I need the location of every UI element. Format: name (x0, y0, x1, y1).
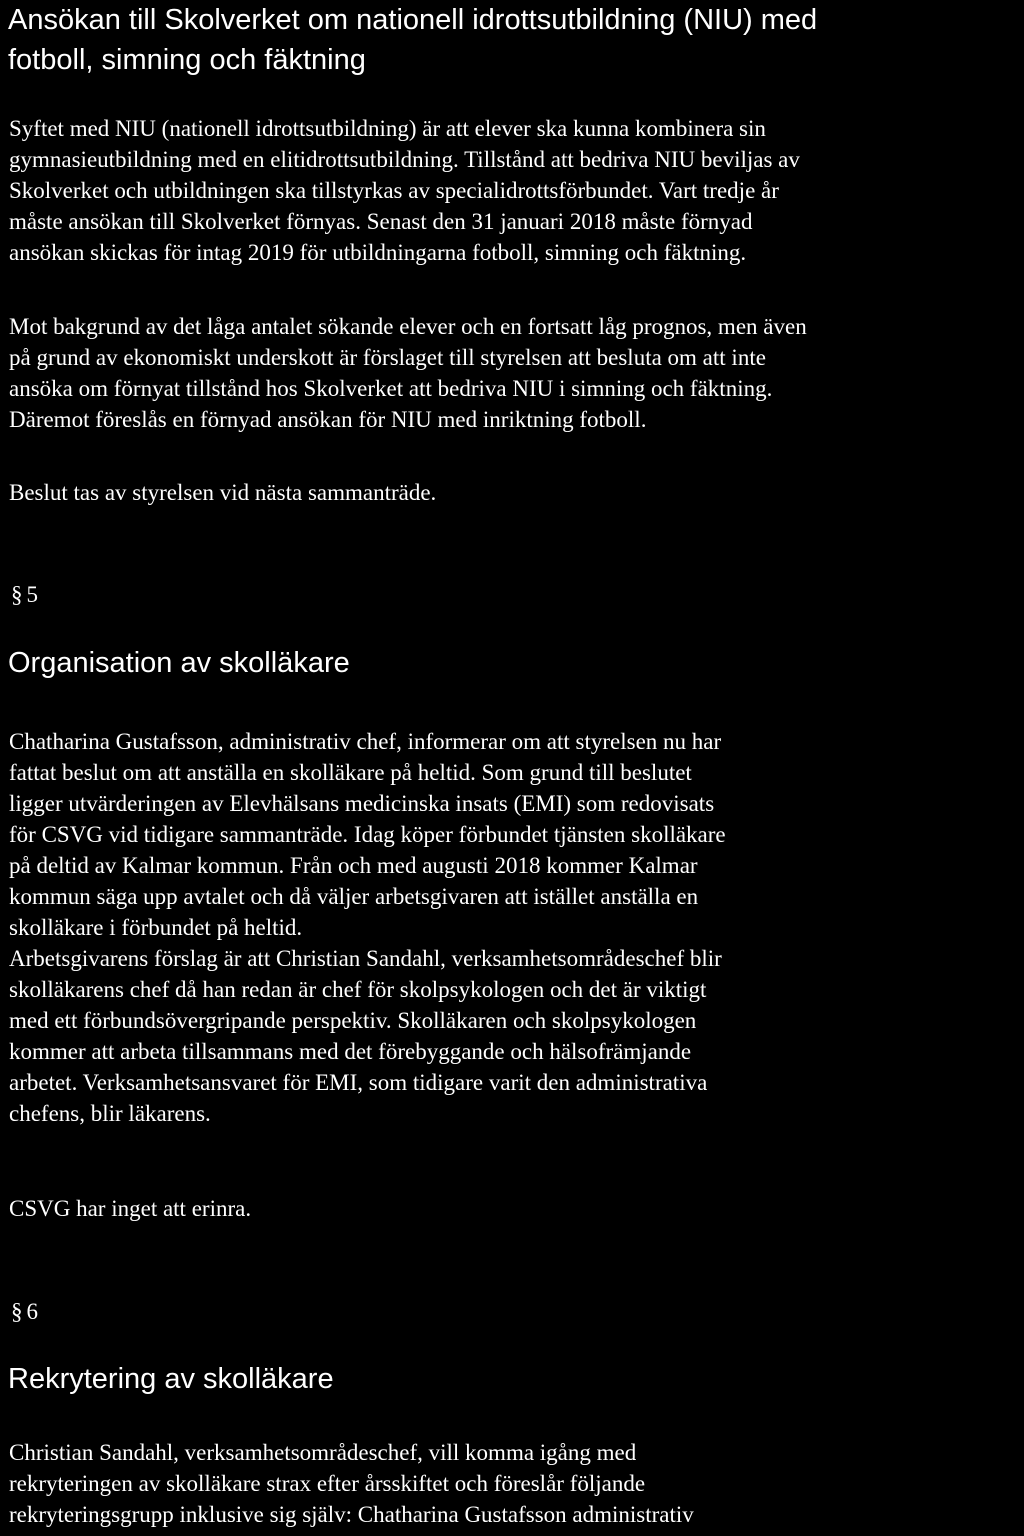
text-line: skolläkare i förbundet på heltid. (9, 915, 303, 940)
text-line: Däremot föreslås en förnyad ansökan för NIU med inriktning fotboll. (9, 407, 647, 432)
text-line: Christian Sandahl, verksamhetsområdeschef, vill komma igång med (9, 1440, 637, 1465)
text-line: kommer att arbeta tillsammans med det förebyggande och hälsofrämjande (9, 1039, 692, 1064)
niu-paragraph-purpose (9, 113, 800, 268)
text-line: Arbetsgivarens förslag är att Christian Sandahl, verksamhetsområdeschef blir (9, 946, 722, 971)
section-symbol: § (11, 582, 23, 607)
text-line: Syftet med NIU (nationell idrottsutbildning) är att elever ska kunna kombinera sin (9, 116, 766, 141)
text-line: med ett förbundsövergripande perspektiv. Skolläkaren och skolpsykologen (9, 1008, 697, 1033)
section-5-paragraph (9, 726, 726, 1129)
text-line: rekryteringsgrupp inklusive sig själv: Chatharina Gustafsson administrativ (9, 1502, 694, 1527)
section-number-5 (11, 580, 38, 610)
section-5-conclusion (9, 1193, 251, 1224)
text-line: fattat beslut om att anställa en skolläkare på heltid. Som grund till beslutet (9, 760, 692, 785)
text-line: chefens, blir läkarens. (9, 1101, 211, 1126)
section-symbol: § (11, 1299, 23, 1324)
text-line: skolläkarens chef då han redan är chef för skolpsykologen och det är viktigt (9, 977, 707, 1002)
niu-paragraph-decision (9, 477, 436, 508)
text-line: för CSVG vid tidigare sammanträde. Idag köper förbundet tjänsten skolläkare (9, 822, 726, 847)
section-heading-recruitment: Rekrytering av skolläkare (8, 1363, 334, 1395)
text-line: ansökan skickas för intag 2019 för utbildningarna fotboll, simning och fäktning. (9, 240, 747, 265)
text-line: Mot bakgrund av det låga antalet sökande elever och en fortsatt låg prognos, men även (9, 314, 807, 339)
text-line: Skolverket och utbildningen ska tillstyrkas av specialidrottsförbundet. Vart tredje år (9, 178, 779, 203)
text-line: ligger utvärderingen av Elevhälsans medicinska insats (EMI) som redovisats (9, 791, 715, 816)
text-line: måste ansökan till Skolverket förnyas. Senast den 31 januari 2018 måste förnyad (9, 209, 753, 234)
text-line: ansöka om förnyat tillstånd hos Skolverket att bedriva NIU i simning och fäktning. (9, 376, 773, 401)
text-line: arbetet. Verksamhetsansvaret för EMI, som tidigare varit den administrativa (9, 1070, 708, 1095)
section-6-paragraph (9, 1437, 694, 1530)
document-title (8, 0, 817, 80)
section-number: 6 (26, 1299, 38, 1324)
text-line: kommun säga upp avtalet och då väljer arbetsgivaren att istället anställa en (9, 884, 699, 909)
text-line: rekryteringen av skolläkare strax efter årsskiftet och föreslår följande (9, 1471, 646, 1496)
text-line: på grund av ekonomiskt underskott är förslaget till styrelsen att besluta om att inte (9, 345, 766, 370)
text-line: Chatharina Gustafsson, administrativ chef, informerar om att styrelsen nu har (9, 729, 722, 754)
niu-paragraph-proposal (9, 311, 807, 435)
text-line: gymnasieutbildning med en elitidrottsutbildning. Tillstånd att bedriva NIU beviljas av (9, 147, 800, 172)
text-line: CSVG har inget att erinra. (9, 1196, 252, 1221)
title-line: Ansökan till Skolverket om nationell idrottsutbildning (NIU) med (8, 4, 818, 36)
title-line: fotboll, simning och fäktning (8, 44, 366, 76)
section-number: 5 (26, 582, 38, 607)
text-line: på deltid av Kalmar kommun. Från och med augusti 2018 kommer Kalmar (9, 853, 698, 878)
section-heading-organisation: Organisation av skolläkare (8, 647, 350, 679)
text-line: Beslut tas av styrelsen vid nästa sammanträde. (9, 480, 437, 505)
section-number-6 (11, 1297, 38, 1327)
